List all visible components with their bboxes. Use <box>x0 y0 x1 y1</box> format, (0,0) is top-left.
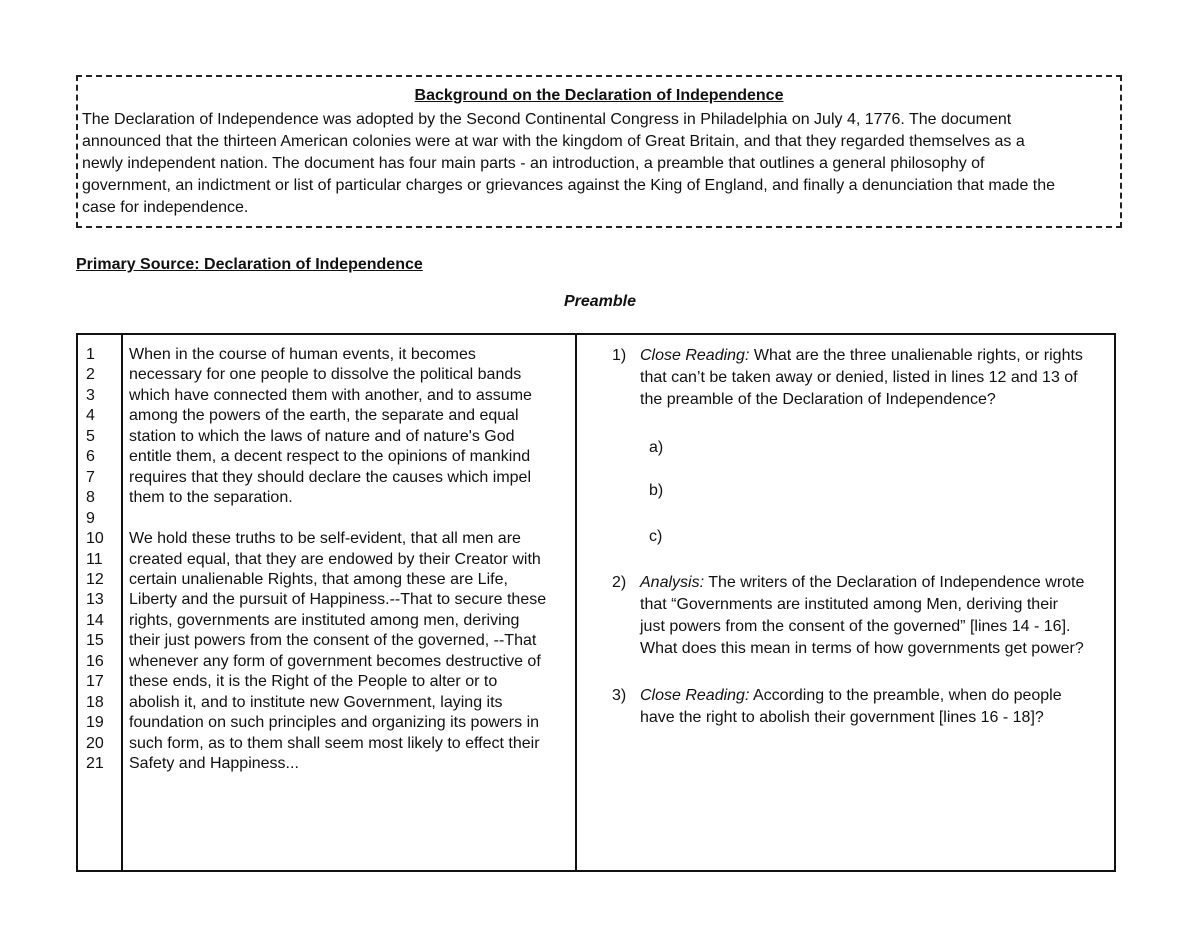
question-line: According to the preamble, when do people <box>749 687 1062 704</box>
text-line: these ends, it is the Right of the People to alter or to <box>129 673 498 691</box>
question-number: 3) <box>612 687 627 704</box>
line-number: 16 <box>86 652 104 670</box>
column-divider <box>121 335 123 870</box>
text-line: station to which the laws of nature and of nature's God <box>129 427 515 445</box>
text-line: such form, as to them shall seem most likely to effect their <box>129 734 540 752</box>
text-line <box>129 509 546 529</box>
question-line: that can’t be taken away or denied, listed in lines 12 and 13 of <box>640 369 1078 386</box>
section-title: Preamble <box>563 293 637 310</box>
question-label: Analysis: <box>640 574 705 591</box>
line-number: 2 <box>86 366 95 384</box>
text-line: whenever any form of government becomes destructive of <box>129 652 541 670</box>
question-line: What does this mean in terms of how governments get power? <box>640 640 1084 657</box>
text-line: necessary for one people to dissolve the political bands <box>129 366 522 384</box>
background-title: Background on the Declaration of Independence <box>414 87 784 104</box>
text-line: Liberty and the pursuit of Happiness.--That to secure these <box>129 591 547 609</box>
line-number: 10 <box>86 530 104 548</box>
background-line: case for independence. <box>82 199 249 216</box>
line-numbers <box>86 345 104 775</box>
line-number: 15 <box>86 632 104 650</box>
line-number: 8 <box>86 489 95 507</box>
question-line: that “Governments are instituted among Men, deriving their <box>640 596 1058 613</box>
line-number: 7 <box>86 468 95 486</box>
line-number: 9 <box>86 509 95 527</box>
text-line: which have connected them with another, and to assume <box>129 386 532 404</box>
line-number: 14 <box>86 611 104 629</box>
line-number: 1 <box>86 346 95 363</box>
line-number: 6 <box>86 448 95 466</box>
line-number: 12 <box>86 570 104 588</box>
line-number: 11 <box>86 550 103 568</box>
question-line: The writers of the Declaration of Independence wrote <box>704 574 1085 591</box>
text-line: entitle them, a decent respect to the opinions of mankind <box>129 448 531 466</box>
line-number: 19 <box>86 714 104 732</box>
answer-c: c) <box>649 528 663 545</box>
answer-b: b) <box>649 482 664 499</box>
background-text <box>82 109 1055 219</box>
reading-table <box>76 333 1116 872</box>
line-number: 21 <box>86 755 104 773</box>
question-line: just powers from the consent of the governed” [lines 14 - 16]. <box>640 618 1071 635</box>
line-number: 3 <box>86 386 95 404</box>
column-divider <box>575 335 577 870</box>
background-line: announced that the thirteen American colonies were at war with the kingdom of Great Britain, and that they regarded themselves as a <box>82 133 1025 150</box>
line-number: 20 <box>86 734 104 752</box>
question-label: Close Reading: <box>640 347 750 364</box>
question-1 <box>612 345 1083 411</box>
line-number: 18 <box>86 693 104 711</box>
question-number: 1) <box>612 347 627 364</box>
question-line: the preamble of the Declaration of Independence? <box>640 391 996 408</box>
question-line: What are the three unalienable rights, or rights <box>749 347 1083 364</box>
background-line: The Declaration of Independence was adopted by the Second Continental Congress in Philadelphia on July 4, 1776. The document <box>82 111 1012 128</box>
line-number: 5 <box>86 427 95 445</box>
question-line: have the right to abolish their government [lines 16 - 18]? <box>640 709 1044 726</box>
text-line: their just powers from the consent of the governed, --That <box>129 632 537 650</box>
question-number: 2) <box>612 574 627 591</box>
line-number: 13 <box>86 591 104 609</box>
line-number: 17 <box>86 673 104 691</box>
background-line: government, an indictment or list of particular charges or grievances against the King of England, and finally a denunciation that made the <box>82 177 1056 194</box>
primary-source-title: Primary Source: Declaration of Independence <box>76 256 423 273</box>
question-3 <box>612 685 1062 729</box>
text-line: among the powers of the earth, the separate and equal <box>129 407 519 425</box>
background-line: newly independent nation. The document has four main parts - an introduction, a preamble that outlines a general philosophy of <box>82 155 985 172</box>
text-line: requires that they should declare the causes which impel <box>129 468 531 486</box>
text-line: rights, governments are instituted among men, deriving <box>129 611 520 629</box>
answer-a: a) <box>649 439 664 456</box>
background-box <box>76 75 1122 228</box>
question-label: Close Reading: <box>640 687 750 704</box>
text-line: certain unalienable Rights, that among these are Life, <box>129 570 508 588</box>
text-line: We hold these truths to be self-evident, that all men are <box>129 530 521 548</box>
text-line: foundation on such principles and organizing its powers in <box>129 714 540 732</box>
text-line: When in the course of human events, it becomes <box>129 346 476 363</box>
preamble-text <box>129 345 546 775</box>
text-line: them to the separation. <box>129 489 293 507</box>
text-line: Safety and Happiness... <box>129 755 299 773</box>
text-line: created equal, that they are endowed by their Creator with <box>129 550 541 568</box>
line-number: 4 <box>86 407 95 425</box>
question-2 <box>612 572 1085 660</box>
text-line: abolish it, and to institute new Government, laying its <box>129 693 503 711</box>
